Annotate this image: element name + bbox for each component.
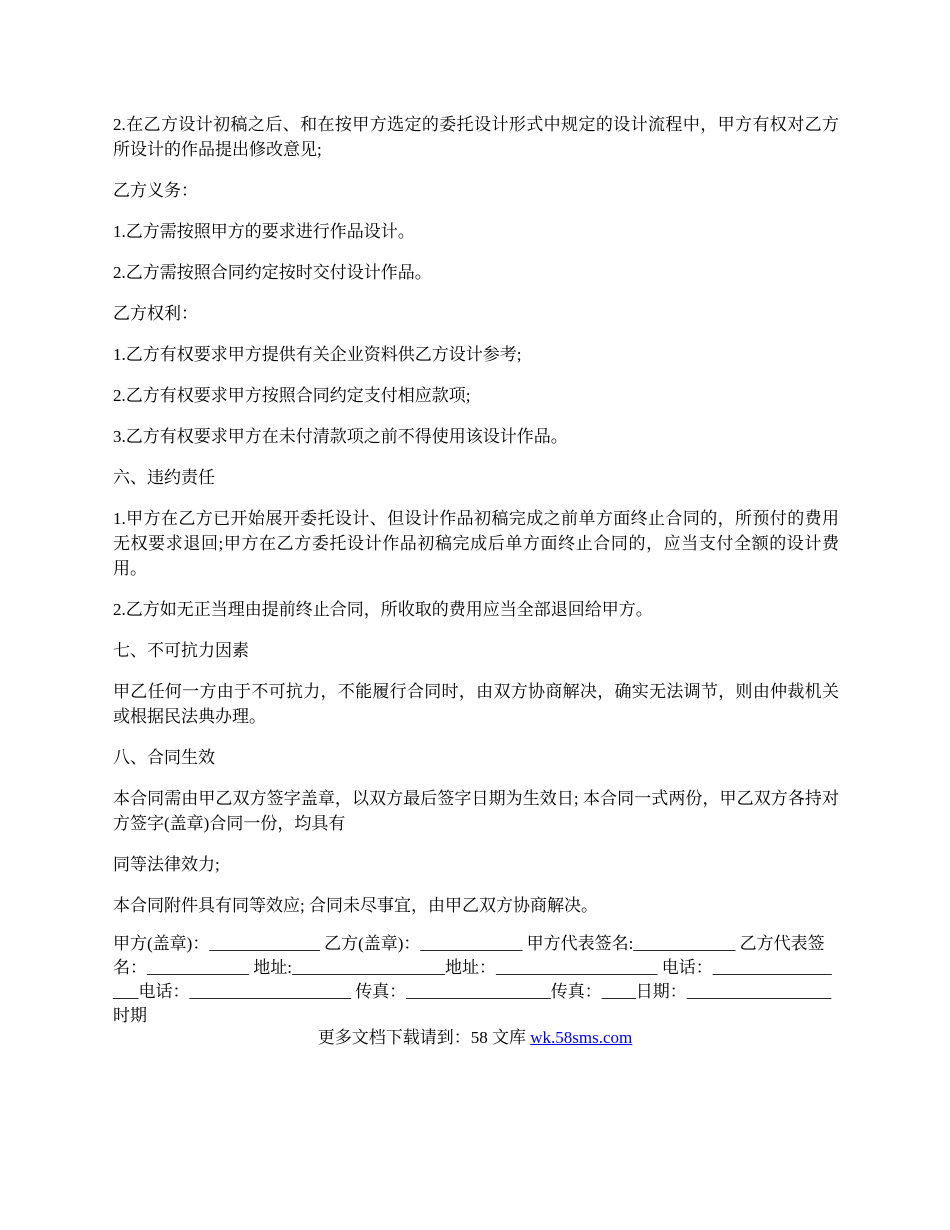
- paragraph-right-2: 2.乙方有权要求甲方按照合同约定支付相应款项;: [113, 386, 471, 405]
- paragraph-obligation-1: 1.乙方需按照甲方的要求进行作品设计。: [113, 222, 415, 241]
- heading-party-b-rights: 乙方权利：: [113, 304, 198, 323]
- paragraph-force-majeure: 甲乙任何一方由于不可抗力，不能履行合同时，由双方协商解决，确实无法调节，则由仲裁机关或根据民法典办理。: [113, 682, 839, 726]
- download-footer: [0, 1026, 950, 1050]
- paragraph-breach-1: 1.甲方在乙方已开始展开委托设计、但设计作品初稿完成之前单方面终止合同的，所预付的费用无权要求退回;甲方在乙方委托设计作品初稿完成后单方面终止合同的，应当支付全额的设计费用。: [113, 509, 839, 578]
- heading-contract-effective: 八、合同生效: [113, 748, 215, 767]
- document-body: [113, 112, 839, 1028]
- footer-link[interactable]: wk.58sms.com: [530, 1028, 633, 1047]
- heading-breach-liability: 六、违约责任: [113, 468, 215, 487]
- paragraph-revision-rights: 2.在乙方设计初稿之后、和在按甲方选定的委托设计形式中规定的设计流程中，甲方有权对乙方所设计的作品提出修改意见;: [113, 115, 839, 159]
- paragraph-attachments: 本合同附件具有同等效应; 合同未尽事宜，由甲乙双方协商解决。: [113, 896, 598, 915]
- paragraph-right-3: 3.乙方有权要求甲方在未付清款项之前不得使用该设计作品。: [113, 427, 568, 446]
- paragraph-right-1: 1.乙方有权要求甲方提供有关企业资料供乙方设计参考;: [113, 345, 522, 364]
- paragraph-obligation-2: 2.乙方需按照合同约定按时交付设计作品。: [113, 263, 432, 282]
- paragraph-breach-2: 2.乙方如无正当理由提前终止合同，所收取的费用应当全部退回给甲方。: [113, 600, 653, 619]
- paragraph-effective-2: 同等法律效力;: [113, 855, 220, 874]
- signature-block: 甲方(盖章)：_____________ 乙方(盖章)：____________ 甲方代表签名:____________ 乙方代表签名：____________ 地址:__________________地址：___________________ 电话：_________________电话：___________________ 传真：_________________传真：____日期：_________________时期: [113, 934, 832, 1025]
- paragraph-effective-1: 本合同需由甲乙双方签字盖章，以双方最后签字日期为生效日; 本合同一式两份，甲乙双方各持对方签字(盖章)合同一份，均具有: [113, 789, 839, 833]
- footer-text: 更多文档下载请到：58 文库: [317, 1028, 531, 1047]
- heading-party-b-obligations: 乙方义务：: [113, 181, 198, 200]
- heading-force-majeure: 七、不可抗力因素: [113, 641, 249, 660]
